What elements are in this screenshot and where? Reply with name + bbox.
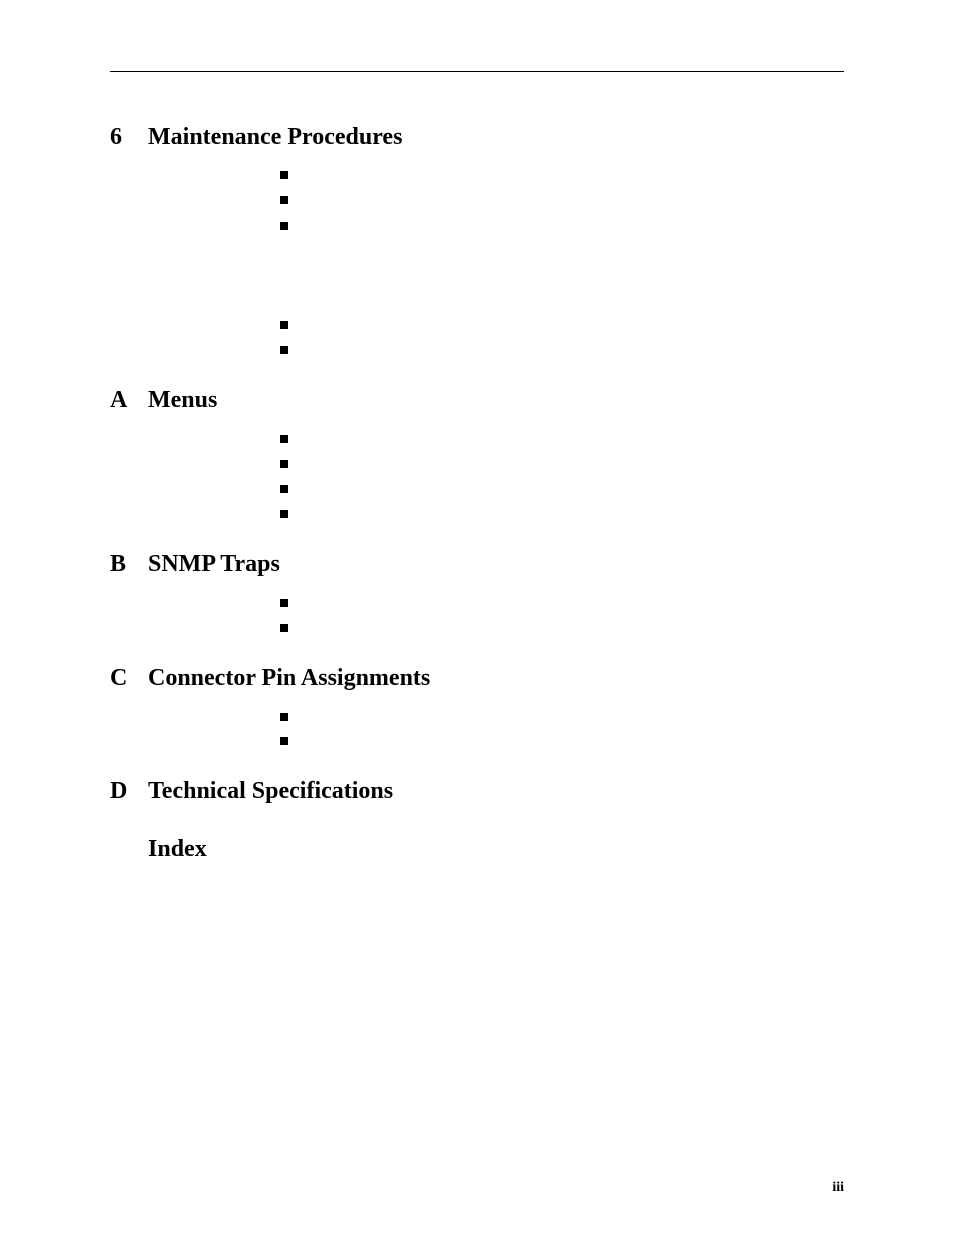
section-title: SNMP Traps — [148, 551, 280, 577]
bullet-icon — [280, 713, 288, 721]
bullet-icon — [280, 321, 288, 329]
section-number: D — [110, 778, 128, 804]
section-title: Maintenance Procedures — [148, 124, 403, 150]
toc-section-a[interactable] — [110, 386, 217, 414]
toc-section-d[interactable] — [110, 777, 393, 805]
bullet-icon — [280, 196, 288, 204]
bullet-icon — [280, 737, 288, 745]
toc-section-6[interactable] — [110, 123, 402, 151]
page-number: iii — [832, 1180, 844, 1195]
bullet-icon — [280, 599, 288, 607]
header-rule — [110, 71, 844, 72]
section-title: Connector Pin Assignments — [148, 665, 431, 691]
bullet-icon — [280, 460, 288, 468]
bullet-icon — [280, 346, 288, 354]
toc-section-b[interactable] — [110, 550, 280, 578]
toc-section-c[interactable] — [110, 664, 430, 692]
bullet-icon — [280, 435, 288, 443]
section-number: A — [110, 387, 128, 413]
section-title: Index — [148, 836, 207, 862]
section-number: 6 — [110, 124, 122, 150]
bullet-icon — [280, 485, 288, 493]
toc-section-index[interactable] — [110, 835, 207, 863]
section-number: C — [110, 665, 128, 691]
bullet-icon — [280, 222, 288, 230]
bullet-icon — [280, 171, 288, 179]
section-number: B — [110, 551, 127, 577]
section-title: Menus — [148, 387, 218, 413]
bullet-icon — [280, 624, 288, 632]
section-title: Technical Specifications — [148, 778, 394, 804]
bullet-icon — [280, 510, 288, 518]
